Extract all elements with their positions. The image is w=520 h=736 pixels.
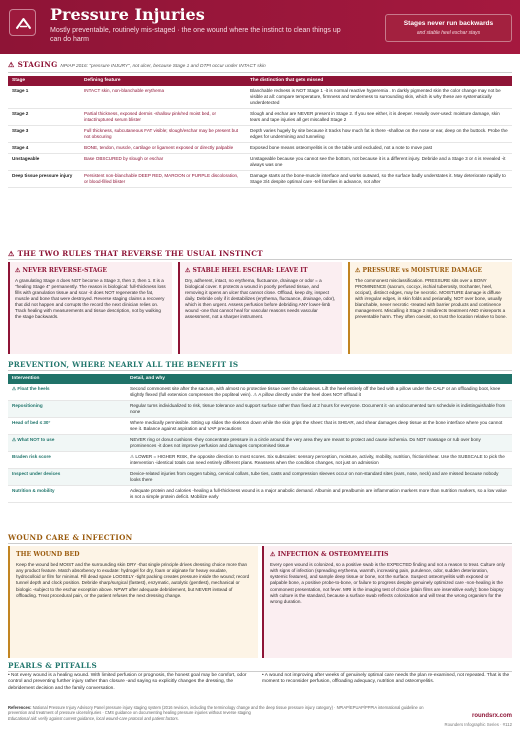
intervention-name: Repositioning (8, 401, 126, 418)
intervention-name: Nutrition & mobility (8, 485, 126, 502)
intervention-name: Braden risk score (8, 451, 126, 468)
intervention-detail: Second commonest site after the sacrum, with almost no protective tissue over the calcaneus. Lift the heel entirely off the bed with a pillow under the CALF or an offloading boot, knee slightly flexed (full extension compresses the popliteal vein). ⚠ A pillow directly under the heel does NOT offload it (126, 384, 512, 400)
table-row (8, 86, 512, 108)
stage-feature: Full thickness, subcutaneous FAT visible; slough/eschar may be present but not obscuring (80, 126, 246, 143)
heel-icon (15, 15, 32, 32)
table-row (8, 153, 512, 170)
stage-name: Stage 1 (8, 86, 80, 108)
table-row (8, 401, 512, 418)
stage-distinction: Unstageable because you cannot see the bottom, not because it is a different injury. Debride and a Stage 3 or 4 is revealed -it always was one (246, 153, 512, 170)
wound-bed-card (8, 546, 258, 658)
table-row (8, 170, 512, 187)
staging-title: STAGING (17, 60, 58, 69)
prevention-header-row (8, 374, 512, 384)
card-body: Dry, adherent, intact, no erythema, fluctuance, drainage or odor = a biological cover. It protects a wound in poorly perfused tissue, and removing it opens an ulcer that cannot close. Offload, keep dry, inspect daily. Debride only if it destabilizes (erythema, fluctuance, drainage, odor), which is then urgent. Assess perfusion before debriding ANY lower-limb wound -one that cannot heal for vascular reasons needs vascular assessment, not a sharper instrument. (185, 277, 336, 320)
prevention-section (8, 360, 512, 503)
references-text: National Pressure Injury Advisory Panel pressure injury staging system (2016 revision, including the terminology change and the deep tissue pressure injury category) · NPIAP/EPUAP/PPPIA international guideline on prevention and treatment of pressure ulcers/injuries · CMS guidance on documenting healing pressure injuries without reverse staging (8, 705, 424, 716)
table-row (8, 435, 512, 452)
stage-feature: BONE, tendon, muscle, cartilage or ligament exposed or directly palpable (80, 143, 246, 154)
warning-icon: ⚠ (270, 551, 276, 558)
pitfall-text: A wound not improving after weeks of genuinely optimal care needs the plan re-examined, not repeated. That is the moment to reconsider perfusion, offloading adequacy, nutrition and osteomyelitis. (262, 673, 510, 685)
stage-feature: Partial thickness, exposed dermis -shallow pink/red moist bed, or intact/ruptured serum blister (80, 109, 246, 126)
divider (8, 370, 512, 371)
logo (9, 9, 36, 36)
page-subtitle: Mostly preventable, routinely mis-staged · the one wound where the instinct to clean things up can do harm (50, 27, 341, 43)
stage-feature: Persistent non-blanchable DEEP RED, MAROON or PURPLE discoloration, or blood-filled blister (80, 170, 246, 187)
stage-name: Unstageable (8, 153, 80, 170)
wound-care-section (8, 533, 512, 544)
column-header: Detail, and why (126, 374, 512, 384)
stage-distinction: Blanchable redness is NOT Stage 1 -it is normal reactive hyperemia . In darkly pigmented skin the color change may not be visible at all: compare temperature, firmness and tenderness to surrounding skin, which is why these are systematically underdetected (246, 86, 512, 108)
card-title: PRESSURE vs MOISTURE DAMAGE (362, 267, 483, 274)
stage-name: Stage 3 (8, 126, 80, 143)
intervention-name: Inspect under devices (8, 468, 126, 485)
divider (8, 543, 512, 544)
bullet-icon: • (262, 673, 264, 678)
pitfall-text: Not every wound is a healing wound. With limited perfusion or prognosis, the honest goal may be comfort, odor control and preventing further injury rather than closure -and saying so explicitly changes the dressing, the debridement decision and the family conversation. (8, 673, 247, 691)
prevention-title: PREVENTION, WHERE NEARLY ALL THE BENEFIT IS (8, 360, 239, 369)
table-row (8, 451, 512, 468)
table-row (8, 384, 512, 400)
footer (444, 713, 512, 727)
warning-icon: ⚠ (8, 60, 15, 69)
table-row (8, 109, 512, 126)
column-header: Intervention (8, 374, 126, 384)
intervention-detail: Regular turns individualized to risk, tissue tolerance and support surface rather than fixed at 2 hours for everyone. Document it -an undocumented turn schedule is indistinguishable from none (126, 401, 512, 418)
intervention-detail: Where medically permissible. Sitting up slides the skeleton down while the skin grips the sheet: that is SHEAR, and shear damages deep tissue at the bone interface where you cannot see it. Balance against aspiration and VAP precautions (126, 418, 512, 435)
column-header: Stage (8, 76, 80, 86)
wound-care-title: WOUND CARE & INFECTION (8, 533, 133, 542)
table-row (8, 468, 512, 485)
references (8, 705, 428, 721)
staging-section (8, 60, 512, 188)
rules-heading (8, 249, 512, 258)
intervention-detail: Device-related injuries from oxygen tubing, cervical collars, tube ties, casts and compression sleeves occur on non-standard sites (ears, nose, neck) and are missed because nobody looks there (126, 468, 512, 485)
divider (8, 259, 512, 260)
page-title: Pressure Injuries (50, 5, 205, 24)
card-title: THE WOUND BED (16, 551, 80, 558)
stage-name: Stage 2 (8, 109, 80, 126)
staging-table (8, 76, 512, 188)
card-body: A granulating Stage 4 does NOT become a Stage 3, then 2, then 1. It is a "healing Stage 4" permanently. The reason is biological: full-thickness loss fills with granulation tissue and scar -it does NOT regenerate the fat, muscle and bone that were destroyed. Reverse staging claims a recovery that did not happen and corrupts the record the next clinician relies on. Track healing with measurements and tissue description, not by walking the stage backwards. (15, 277, 166, 320)
stage-name: Deep tissue pressure injury (8, 170, 80, 187)
rule-card (348, 262, 512, 354)
list-item (262, 673, 512, 686)
list-item (8, 673, 258, 692)
divider (8, 72, 512, 73)
intervention-detail: NEVER ring or donut cushions -they concentrate pressure in a circle around the very area they are meant to protect and cause ischemia. Do NOT massage or rub over bony prominences -it does not improve perfusion and damages compromised tissue (126, 435, 512, 452)
intervention-detail: Adequate protein and calories -healing a full-thickness wound is a major anabolic demand. Albumin and prealbumin are inflammation markers more than nutrition markers, so a low value is not a simple protein deficit. Mobilize early (126, 485, 512, 502)
divider (8, 671, 512, 672)
table-row (8, 485, 512, 502)
stage-distinction: Depth varies hugely by site because it tracks how much fat is there -shallow on the nose or ear, deep on the buttock. Probe the edges for undermining and tunneling (246, 126, 512, 143)
badge-title: Stages never run backwards (403, 20, 494, 27)
references-label: References: (8, 705, 32, 710)
warning-icon: ⚠ (355, 267, 361, 274)
footer-site[interactable]: roundsrx.com (471, 713, 512, 719)
rules-section (8, 249, 512, 260)
intervention-name: Head of bed ≤ 30° (8, 418, 126, 435)
rules-cards (8, 262, 512, 354)
rule-card (178, 262, 342, 354)
rules-title: THE TWO RULES THAT REVERSE THE USUAL INSTINCT (17, 249, 263, 258)
disclaimer: Educational aid: verify against current guidance, local wound-care protocol and patient factors. (8, 715, 179, 721)
column-header: The distinction that gets missed (246, 76, 512, 86)
staging-heading (8, 60, 512, 71)
table-row (8, 418, 512, 435)
header-banner (0, 0, 520, 54)
card-title: STABLE HEEL ESCHAR: LEAVE IT (192, 267, 308, 274)
warning-icon: ⚠ (15, 267, 21, 274)
card-title: INFECTION & OSTEOMYELITIS (277, 551, 389, 558)
stage-feature: INTACT skin, non-blanchable erythema (80, 86, 246, 108)
warning-icon: ⚠ (8, 249, 15, 258)
card-body: Keep the wound bed MOIST and the surrounding skin DRY -that single principle drives dressing choice more than any product feature. Match absorbency to exudate: hydrogel for dry, foam or alginate for heavy exudate, hydrocolloid or film for minimal. Fill dead space LOOSELY -tight packing creates pressure inside the wound; record tunnel depth and clock position. Debride sharp/surgical (fastest), enzymatic, autolytic (gentlest), mechanical or biologic -subject to the eschar exception above. NPWT after adequate debridement, but NEVER instead of offloading. Treat procedural pain, or the patient refuses the next dressing change. (16, 562, 250, 598)
warning-icon: ⚠ (185, 267, 191, 274)
stage-name: Stage 4 (8, 143, 80, 154)
prevention-table (8, 374, 512, 503)
staging-note: NPIAP 2016: "pressure INJURY", not ulcer, because Stage 1 and DTPI occur under INTACT skin (60, 64, 266, 69)
column-header: Defining feature (80, 76, 246, 86)
intervention-detail: ⚠ LOWER = HIGHER RISK, the opposite direction to most scores. Six subscales: sensory perception, moisture, activity, mobility, nutrition, friction/shear. Use the SUBSCALE to pick the intervention -identical totals can need entirely different plans. Reassess when the condition changes, not just on admission (126, 451, 512, 468)
stage-distinction: Exposed bone means osteomyelitis is on the table until excluded, not a note to move past (246, 143, 512, 154)
infection-card (262, 546, 512, 658)
staging-header-row (8, 76, 512, 86)
card-body: The commonest misclassification. PRESSURE sits over a BONY PROMINENCE (sacrum, coccyx, ischial tuberosity, trochanter, heel, occiput), distinct edges, may be necrotic. MOISTURE damage is diffuse with irregular edges, in skin folds and perianally, NOT over bone, usually blanchable, never necrotic -treated with barrier products and continence management. Miscalling it Stage 2 misdirects treatment AND misreports a preventable harm. They often coexist, so trust the location relative to bone. (355, 277, 507, 320)
header-badge (385, 14, 512, 42)
card-title: NEVER REVERSE-STAGE (22, 267, 107, 274)
table-row (8, 143, 512, 154)
badge-subtitle: and stable heel eschar stays (416, 29, 481, 36)
bullet-icon: • (8, 673, 10, 678)
stage-feature: Base OBSCURED by slough or eschar (80, 153, 246, 170)
intervention-name: ⚠ Float the heels (8, 384, 126, 400)
table-row (8, 126, 512, 143)
stage-distinction: Slough and eschar are NEVER present in Stage 2. If you see either, it is deeper. Heavily over-used: moisture damage, skin tears and tape injuries all get miscalled Stage 2 (246, 109, 512, 126)
pitfalls-title: PEARLS & PITFALLS (8, 661, 97, 670)
stage-distinction: Damage starts at the bone-muscle interface and works outward, so the surface badly understates it. May deteriorate rapidly to Stage 3/4 despite optimal care -tell families in advance, not after (246, 170, 512, 187)
rule-card (8, 262, 172, 354)
intervention-name: ⚠ What NOT to use (8, 435, 126, 452)
pitfalls-section (8, 661, 512, 672)
card-body: Every open wound is colonized, so a positive swab is the EXPECTED finding and not a reason to treat. Culture only with signs of infection (spreading erythema, warmth, increasing pain, purulence, odor, sudden deterioration, systemic features), and sample deep tissue or bone, not the surface. Suspect osteomyelitis with exposed or palpable bone, a positive probe-to-bone, or failure to progress despite genuinely optimized care -non-healing is the commonest presentation, not fever. MRI is the imaging test of choice (plain films are insensitive early); bone biopsy with culture is the standard, because a surface swab reflects colonization and will treat the wrong organism for the wrong duration. (270, 562, 505, 604)
footer-series: Rounders Infographic Series · #112 (444, 721, 512, 727)
